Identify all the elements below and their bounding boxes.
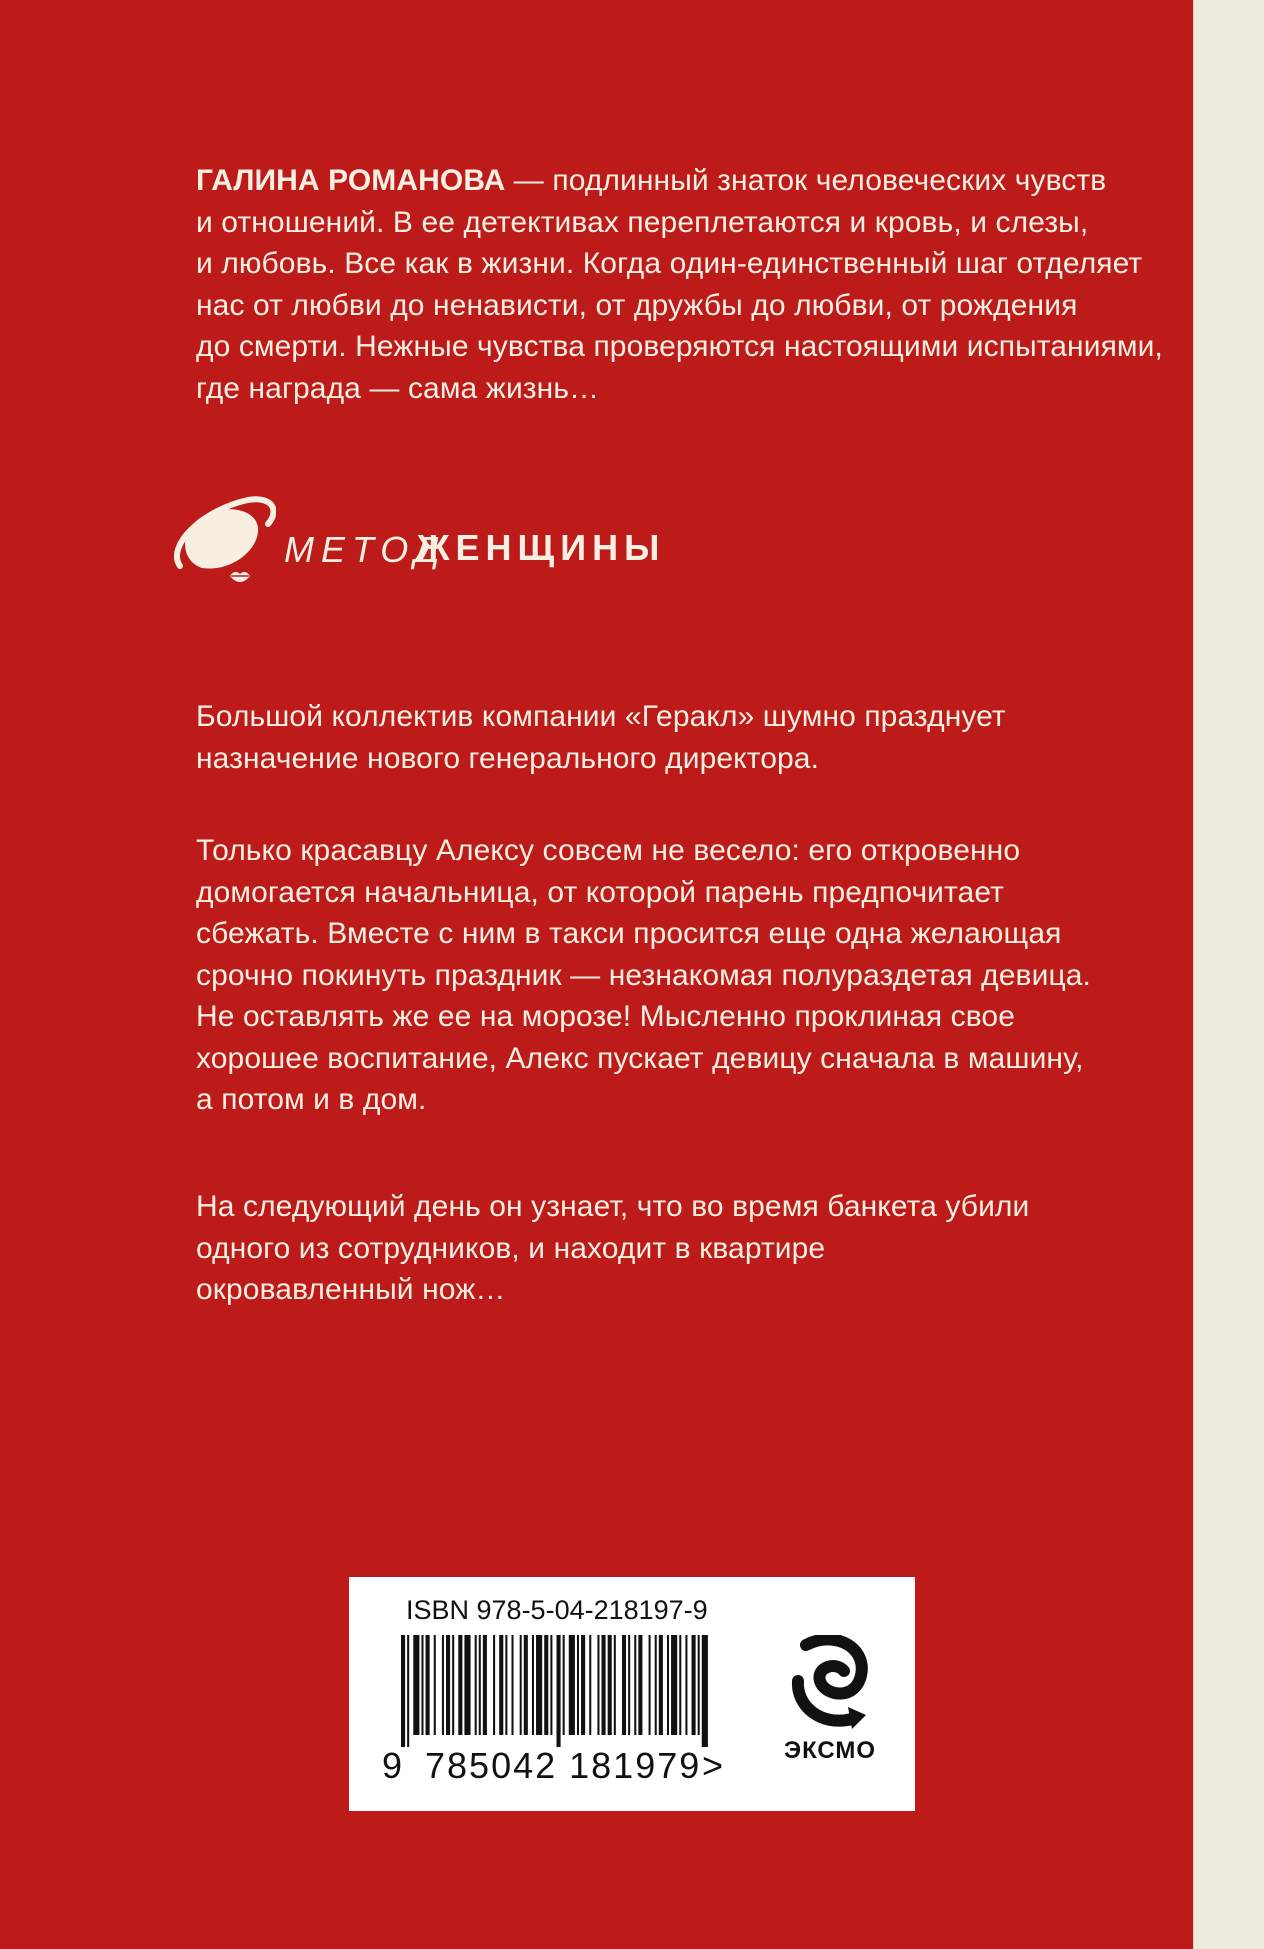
- barcode-bar: [520, 1635, 522, 1735]
- barcode-bar: [434, 1635, 436, 1735]
- barcode-bar: [622, 1635, 626, 1735]
- barcode-bar: [407, 1635, 409, 1747]
- barcode-bar: [667, 1635, 669, 1735]
- isbn-label: ISBN 978-5-04-218197-9: [406, 1595, 708, 1625]
- spine-edge: [1193, 0, 1264, 1949]
- barcode-bar: [602, 1635, 606, 1735]
- barcode-bar: [577, 1635, 579, 1735]
- blurb-line: окровавленный нож…: [196, 1273, 506, 1306]
- series-logo: [172, 496, 672, 596]
- blurb-line: На следующий день он узнает, что во время банкета убили: [196, 1190, 1030, 1223]
- barcode-bar: [702, 1635, 708, 1747]
- blurb-line: а потом и в дом.: [196, 1083, 427, 1116]
- barcode-bar: [499, 1635, 503, 1735]
- barcode-bar: [475, 1635, 477, 1735]
- barcode-bar: [464, 1635, 470, 1735]
- barcode-bar: [614, 1635, 616, 1735]
- barcode-bar: [671, 1635, 677, 1735]
- barcode-bar: [659, 1635, 663, 1735]
- barcode-bar: [544, 1635, 548, 1735]
- blurb-paragraph-3: [196, 1186, 1156, 1311]
- blurb-line: сбежать. Вместе с ним в такси просится еще одна желающая: [196, 917, 1062, 950]
- author-bio-line: до смерти. Нежные чувства проверяются настоящими испытаниями,: [196, 330, 1163, 363]
- barcode-digits: 785042 181979: [425, 1745, 702, 1786]
- isbn-barcode-box: [349, 1577, 915, 1811]
- barcode-bar: [446, 1635, 450, 1735]
- barcode-bar: [532, 1635, 534, 1735]
- barcode-bar: [655, 1635, 657, 1735]
- barcode-bar: [597, 1635, 599, 1735]
- blurb-paragraph-2: [196, 830, 1156, 1121]
- barcode-bar: [458, 1635, 462, 1735]
- barcode-bar: [550, 1635, 552, 1735]
- barcode-icon: [401, 1635, 731, 1747]
- barcode-bar: [452, 1635, 454, 1735]
- author-bio-line-1: ГАЛИНА РОМАНОВА — подлинный знаток человеческих чувств: [196, 164, 1107, 197]
- barcode-bar: [442, 1635, 444, 1735]
- barcode-bar: [692, 1635, 696, 1735]
- barcode-bar: [638, 1635, 642, 1735]
- author-bio: [196, 160, 1163, 409]
- barcode-bar: [493, 1635, 495, 1735]
- author-name: ГАЛИНА РОМАНОВА: [196, 164, 506, 197]
- author-bio-line: нас от любви до ненависти, от дружбы до любви, от рождения: [196, 288, 1078, 322]
- hat-lips-icon: [172, 496, 276, 588]
- publisher-name: ЭКСМО: [784, 1737, 877, 1764]
- barcode-bar: [505, 1635, 507, 1735]
- author-bio-line: и любовь. Все как в жизни. Когда один-единственный шаг отделяет: [196, 247, 1143, 280]
- blurb-line: назначение нового генерального директора.: [196, 741, 820, 775]
- barcode-bar: [421, 1635, 423, 1735]
- barcode-bar: [483, 1635, 487, 1735]
- blurb-line: домогается начальница, от которой парень предпочитает: [196, 875, 1004, 909]
- barcode-bar: [536, 1635, 542, 1735]
- barcode-bar: [524, 1635, 528, 1735]
- blurb-line: Только красавцу Алексу совсем не весело: его откровенно: [196, 834, 1021, 867]
- series-word-women: ЖЕНЩИНЫ: [417, 527, 666, 568]
- barcode-bar: [413, 1635, 419, 1735]
- barcode-bar: [685, 1635, 687, 1735]
- blurb-line: хорошее воспитание, Алекс пускает девицу сначала в машину,: [196, 1041, 1084, 1075]
- barcode-bar: [581, 1635, 585, 1735]
- barcode-bar: [589, 1635, 591, 1735]
- barcode-first-digit: 9: [382, 1745, 403, 1786]
- barcode-bar: [557, 1635, 561, 1747]
- barcode-bar: [698, 1635, 700, 1735]
- author-bio-line: где награда — сама жизнь…: [196, 371, 600, 405]
- blurb-line: Большой коллектив компании «Геракл» шумно празднует: [196, 700, 1006, 733]
- barcode-bar: [608, 1635, 612, 1735]
- barcode-bar: [569, 1635, 575, 1735]
- barcode-bar: [628, 1635, 630, 1735]
- barcode-bar: [511, 1635, 513, 1735]
- barcode-bar: [479, 1635, 481, 1735]
- barcode-bar: [649, 1635, 651, 1735]
- barcode-bar: [634, 1635, 636, 1735]
- barcode-bar: [679, 1635, 681, 1735]
- blurb-line: Не оставлять же ее на морозе! Мысленно проклиная свое: [196, 1000, 1015, 1033]
- series-word-method: МЕТОД: [284, 529, 447, 570]
- blurb-line: одного из сотрудников, и находит в квартире: [196, 1231, 826, 1265]
- barcode-bar: [401, 1635, 405, 1747]
- blurb-line: срочно покинуть праздник — незнакомая полураздетая девица.: [196, 958, 1091, 992]
- author-bio-line: и отношений. В ее детективах переплетаются и кровь, и слезы,: [196, 205, 1089, 239]
- eksmo-logo-icon: [786, 1635, 876, 1733]
- blurb-paragraph-1: [196, 696, 1156, 779]
- barcode-arrow: >: [702, 1745, 724, 1786]
- barcode-bar: [426, 1635, 430, 1735]
- barcode-bar: [563, 1635, 565, 1735]
